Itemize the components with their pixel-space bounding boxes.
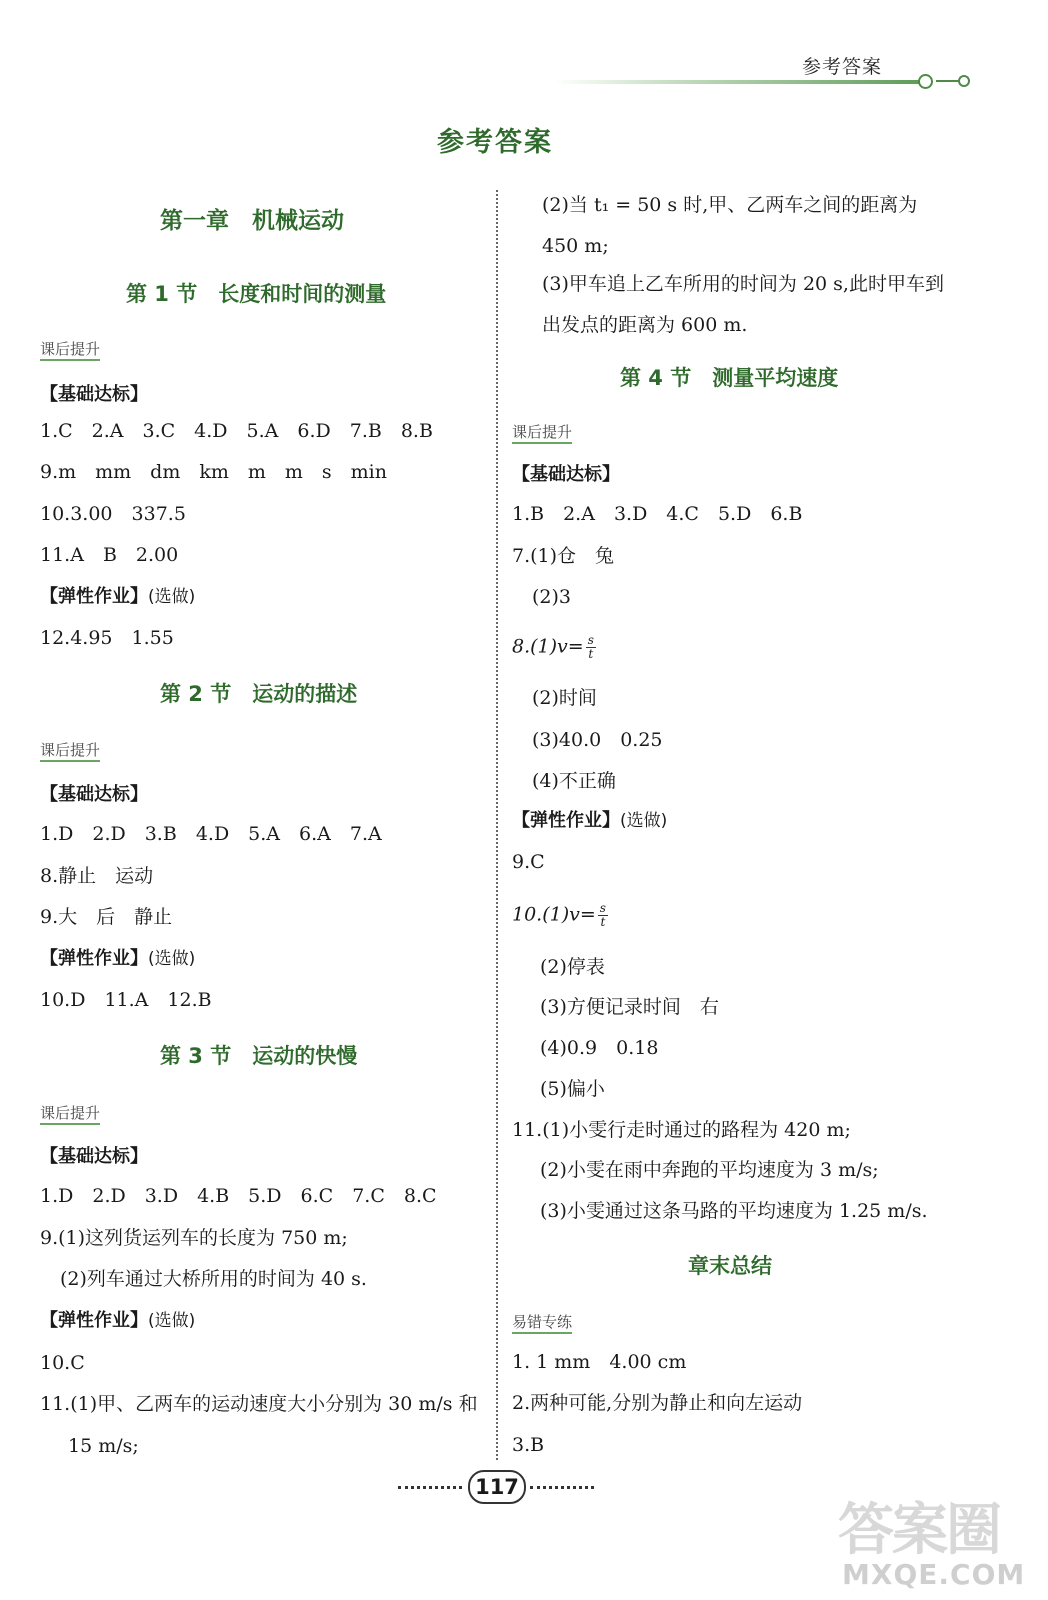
section-4-basic-heading: 【基础达标】: [512, 464, 620, 485]
section-3-line-5: 11.(1)甲、乙两车的运动速度大小分别为 30 m/s 和: [40, 1393, 478, 1415]
optional-label: (选做): [148, 1311, 196, 1331]
continued-line-4: 出发点的距离为 600 m.: [542, 314, 748, 336]
elastic-label: 【弹性作业】: [512, 810, 620, 831]
section-4-tag: 课后提升: [512, 425, 572, 444]
section-4-line-1: 1.B 2.A 3.D 4.C 5.D 6.B: [512, 503, 803, 525]
dots-left: [398, 1486, 462, 1489]
section-2-title: 第 2 节 运动的描述: [160, 682, 358, 706]
fraction-denominator: t: [588, 647, 594, 662]
header-circle-2: [958, 75, 970, 87]
section-3-line-2: 9.(1)这列货运列车的长度为 750 m;: [40, 1227, 348, 1249]
section-4-line-4: [512, 634, 596, 661]
summary-tag: 易错专练: [512, 1315, 572, 1334]
section-4-line-10: (2)停表: [540, 956, 605, 978]
section-2-line-3: 9.大 后 静止: [40, 906, 173, 928]
section-1-elastic-heading: [40, 588, 195, 606]
header-circle-1: [918, 74, 933, 89]
section-3-line-3: (2)列车通过大桥所用的时间为 40 s.: [60, 1268, 367, 1290]
header-tail: [936, 80, 960, 82]
section-3-elastic-heading: [40, 1312, 195, 1330]
section-3-basic-heading: 【基础达标】: [40, 1146, 148, 1167]
watermark-bottom: MXQE.COM: [842, 1558, 1026, 1591]
speed-formula-prefix: 10.(1)v=: [512, 903, 596, 926]
elastic-label: 【弹性作业】: [40, 1310, 148, 1331]
summary-line-1: 1. 1 mm 4.00 cm: [512, 1351, 687, 1373]
section-2-line-2: 8.静止 运动: [40, 865, 154, 887]
header-label: 参考答案: [802, 56, 883, 78]
dots-right: [530, 1486, 594, 1489]
section-2-line-4: 10.D 11.A 12.B: [40, 989, 212, 1011]
section-1-line-1: 1.C 2.A 3.C 4.D 5.A 6.D 7.B 8.B: [40, 420, 433, 442]
continued-line-2: 450 m;: [542, 235, 609, 257]
section-2-line-1: 1.D 2.D 3.B 4.D 5.A 6.A 7.A: [40, 823, 382, 845]
page-title: 参考答案: [437, 127, 553, 158]
section-4-line-16: (3)小雯通过这条马路的平均速度为 1.25 m/s.: [540, 1200, 928, 1222]
header-rule: [555, 80, 927, 84]
section-2-basic-heading: 【基础达标】: [40, 784, 148, 805]
section-4-elastic-heading: [512, 812, 667, 830]
section-3-line-6: 15 m/s;: [68, 1435, 139, 1457]
section-1-line-4: 11.A B 2.00: [40, 544, 179, 566]
section-4-line-12: (4)0.9 0.18: [540, 1037, 659, 1059]
section-4-line-14: 11.(1)小雯行走时通过的路程为 420 m;: [512, 1119, 851, 1141]
optional-label: (选做): [620, 811, 668, 831]
elastic-label: 【弹性作业】: [40, 948, 148, 969]
section-1-line-2: 9.m mm dm km m m s min: [40, 461, 388, 483]
watermark-top: 答案圈: [838, 1498, 1000, 1563]
section-1-basic-heading: 【基础达标】: [40, 384, 148, 405]
section-3-line-4: 10.C: [40, 1352, 85, 1374]
summary-line-2: 2.两种可能,分别为静止和向左运动: [512, 1392, 803, 1414]
section-4-line-9: [512, 902, 608, 929]
section-2-tag: 课后提升: [40, 743, 100, 762]
section-4-line-3: (2)3: [532, 586, 572, 608]
section-4-line-7: (4)不正确: [532, 770, 616, 792]
fraction-numerator: s: [599, 901, 606, 915]
section-1-line-3: 10.3.00 337.5: [40, 503, 186, 525]
section-4-line-11: (3)方便记录时间 右: [540, 996, 719, 1018]
page-number-area: [398, 1470, 598, 1504]
section-3-title: 第 3 节 运动的快慢: [160, 1044, 358, 1068]
speed-fraction: [586, 634, 596, 661]
section-1-title: 第 1 节 长度和时间的测量: [126, 282, 387, 306]
page-number: 117: [468, 1470, 526, 1504]
optional-label: (选做): [148, 587, 196, 607]
section-4-line-8: 9.C: [512, 851, 545, 873]
fraction-denominator: t: [600, 915, 606, 930]
speed-fraction: [598, 902, 608, 929]
summary-title: 章末总结: [688, 1254, 772, 1278]
section-1-line-5: 12.4.95 1.55: [40, 627, 174, 649]
section-4-title: 第 4 节 测量平均速度: [620, 366, 839, 390]
chapter-title: 第一章 机械运动: [160, 208, 344, 234]
section-4-line-15: (2)小雯在雨中奔跑的平均速度为 3 m/s;: [540, 1159, 879, 1181]
section-4-line-2: 7.(1)仓 兔: [512, 545, 615, 567]
watermark: [838, 1486, 1038, 1596]
continued-line-1: (2)当 t₁ = 50 s 时,甲、乙两车之间的距离为: [542, 194, 918, 216]
section-1-tag: 课后提升: [40, 342, 100, 361]
continued-line-3: (3)甲车追上乙车所用的时间为 20 s,此时甲车到: [542, 273, 944, 295]
summary-line-3: 3.B: [512, 1434, 545, 1456]
section-2-elastic-heading: [40, 950, 195, 968]
section-4-line-5: (2)时间: [532, 687, 597, 709]
section-4-line-13: (5)偏小: [540, 1078, 605, 1100]
column-divider: [496, 190, 498, 1460]
speed-formula-prefix: 8.(1)v=: [512, 635, 584, 658]
elastic-label: 【弹性作业】: [40, 586, 148, 607]
section-3-line-1: 1.D 2.D 3.D 4.B 5.D 6.C 7.C 8.C: [40, 1185, 437, 1207]
optional-label: (选做): [148, 949, 196, 969]
section-4-line-6: (3)40.0 0.25: [532, 729, 663, 751]
fraction-numerator: s: [587, 633, 594, 647]
section-3-tag: 课后提升: [40, 1106, 100, 1125]
